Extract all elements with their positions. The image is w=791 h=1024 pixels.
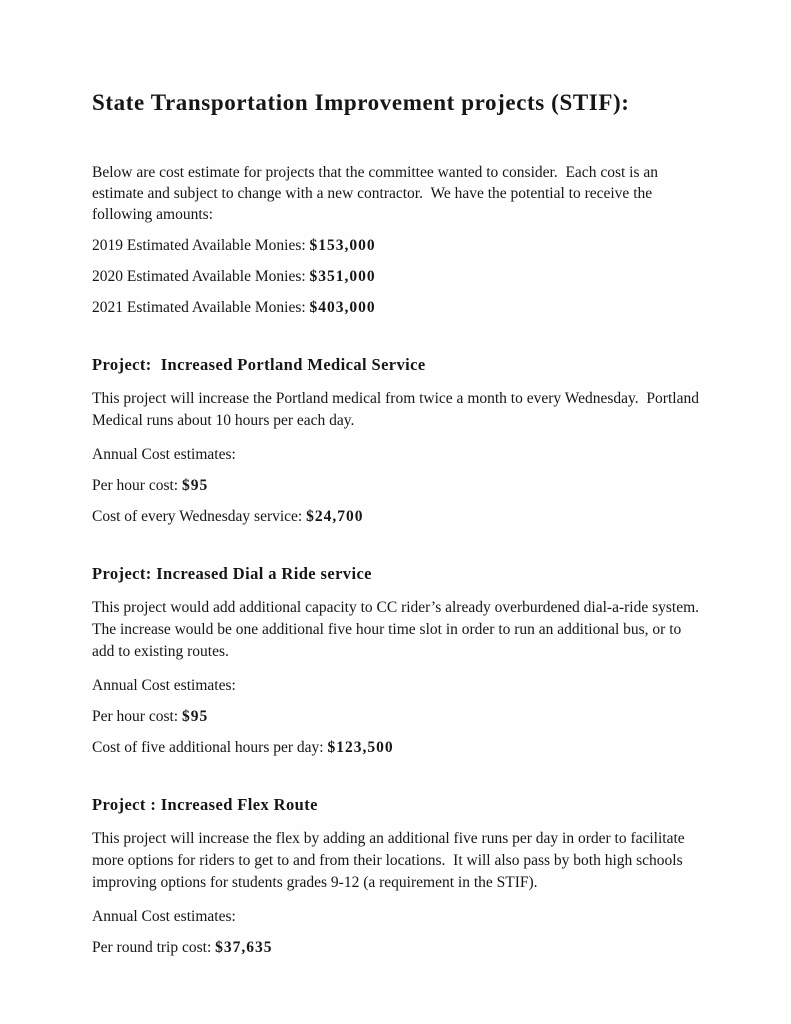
project-section-flex-route — [92, 794, 705, 958]
cost-label: Cost of every Wednesday service: — [92, 508, 303, 525]
cost-line-per-round-trip — [92, 938, 705, 958]
monies-amount-2020: $351,000 — [309, 268, 376, 285]
project-section-portland-medical — [92, 354, 705, 527]
cost-amount: $24,700 — [306, 508, 364, 525]
project-description-portland-medical: This project will increase the Portland medical from twice a month to every Wednesday. Portland Medical runs about 10 hours per each day. — [92, 390, 703, 429]
cost-amount: $95 — [181, 477, 209, 494]
cost-label: Per hour cost: — [92, 477, 179, 494]
cost-line-five-additional-hours — [92, 738, 705, 758]
cost-line-wednesday-service — [92, 507, 705, 527]
project-description-flex-route: This project will increase the flex by adding an additional five runs per day in order to facilitate more options for riders to get to and from their locations. It will also pass by both high schools improving options for students grades 9-12 (a requirement in the STIF). — [92, 830, 689, 891]
project-description-dial-a-ride: This project would add additional capacity to CC rider’s already overburdened dial-a-ride system. The increase would be one additional five hour time slot in order to run an additional bus, or to add to existing routes. — [92, 599, 707, 660]
monies-line-2020 — [92, 267, 705, 287]
intro-paragraph: Below are cost estimate for projects that the committee wanted to consider. Each cost is an estimate and subject to change with a new contractor. We have the potential to receive the following amounts: — [92, 164, 662, 223]
cost-label: Per round trip cost: — [92, 939, 212, 956]
cost-line-per-hour-dial-a-ride — [92, 707, 705, 727]
monies-line-2019 — [92, 236, 705, 256]
project-heading-dial-a-ride: Project: Increased Dial a Ride service — [92, 564, 372, 583]
cost-amount: $95 — [181, 708, 209, 725]
cost-label: Cost of five additional hours per day: — [92, 739, 324, 756]
annual-cost-label-portland-medical: Annual Cost estimates: — [92, 446, 236, 463]
cost-label: Per hour cost: — [92, 708, 179, 725]
cost-line-per-hour-portland-medical — [92, 476, 705, 496]
annual-cost-label-flex-route: Annual Cost estimates: — [92, 908, 236, 925]
project-heading-flex-route: Project : Increased Flex Route — [92, 795, 318, 814]
monies-amount-2019: $153,000 — [309, 237, 376, 254]
cost-amount: $37,635 — [215, 939, 273, 956]
monies-label-2020: 2020 Estimated Available Monies: — [92, 268, 306, 285]
monies-label-2019: 2019 Estimated Available Monies: — [92, 237, 306, 254]
project-heading-portland-medical: Project: Increased Portland Medical Service — [92, 355, 426, 374]
monies-amount-2021: $403,000 — [309, 299, 376, 316]
annual-cost-label-dial-a-ride: Annual Cost estimates: — [92, 677, 236, 694]
cost-amount: $123,500 — [327, 739, 394, 756]
monies-line-2021 — [92, 298, 705, 318]
monies-label-2021: 2021 Estimated Available Monies: — [92, 299, 306, 316]
page-title: State Transportation Improvement projects (STIF): — [92, 90, 630, 115]
project-section-dial-a-ride — [92, 563, 705, 758]
